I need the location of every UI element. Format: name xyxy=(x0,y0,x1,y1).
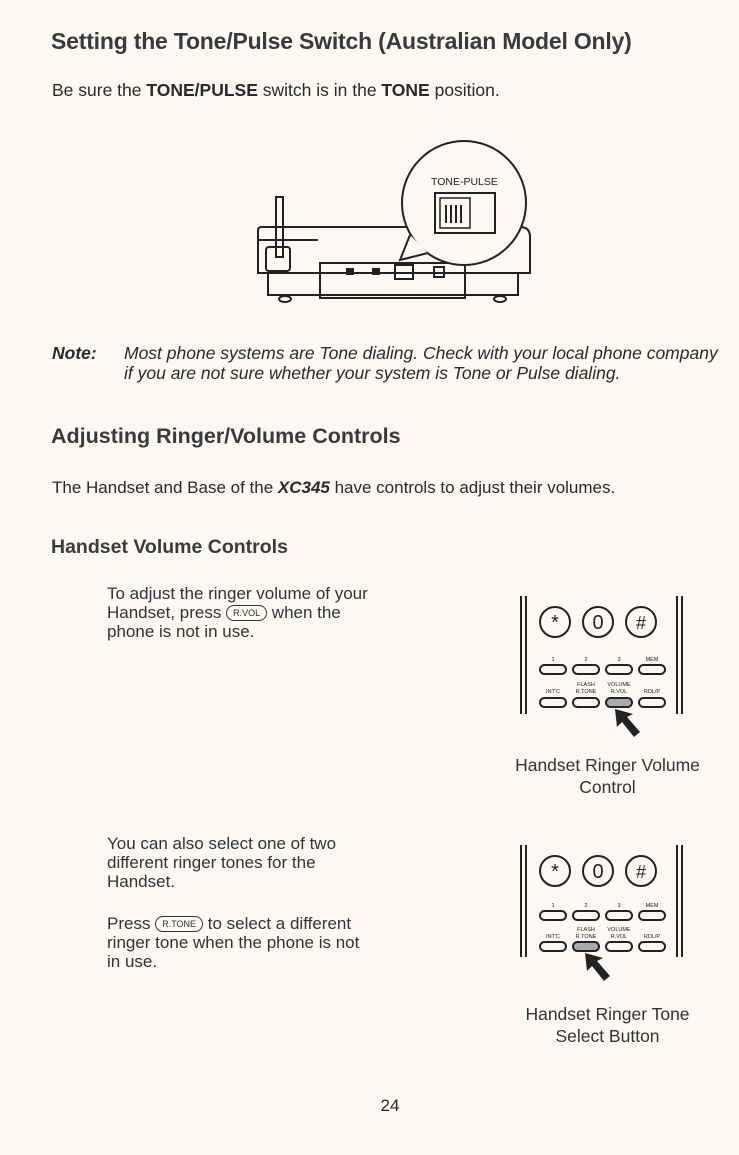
star-key: * xyxy=(551,861,559,883)
note-label: Note: xyxy=(52,343,97,363)
base-unit-illustration xyxy=(250,135,540,310)
key-label: R.TONE xyxy=(575,934,597,940)
switch-position: TONE xyxy=(381,80,430,100)
jack-1 xyxy=(346,268,354,275)
key-label: MEM xyxy=(645,903,659,909)
tone-pulse-label: TONE-PULSE xyxy=(431,176,498,188)
figure-caption-tone: Handset Ringer Tone Select Button xyxy=(525,1004,690,1046)
ringer-volume-paragraph xyxy=(52,478,652,497)
jack-2 xyxy=(372,268,380,275)
key-label: VOLUME xyxy=(607,927,631,933)
key-label: 1 xyxy=(551,903,555,909)
r-tone-button xyxy=(573,942,599,951)
figure-caption-volume: Handset Ringer Volume Control xyxy=(515,755,700,797)
intro-text-mid: switch is in the xyxy=(257,80,382,100)
volume-instructions xyxy=(107,584,377,641)
intro-text-end: position. xyxy=(429,80,500,100)
section-title-handset-volume: Handset Volume Controls xyxy=(51,536,288,558)
key-label: VOLUME xyxy=(607,682,631,688)
key-label: 3 xyxy=(617,903,621,909)
key-label: 3 xyxy=(617,657,621,663)
section-title-ringer-volume: Adjusting Ringer/Volume Controls xyxy=(51,424,401,448)
key-label: INT'C xyxy=(546,689,560,695)
instr-text-end: when the phone is not in use. xyxy=(107,603,341,641)
r-vol-key: R.VOL xyxy=(226,605,267,621)
page-number: 24 xyxy=(380,1096,400,1115)
key-label: FLASH xyxy=(577,682,595,688)
hash-key: # xyxy=(635,613,647,633)
arrow-icon xyxy=(585,953,610,981)
r-tone-key: R.TONE xyxy=(155,916,203,932)
switch-name: TONE/PULSE xyxy=(146,80,258,100)
para-text: The Handset and Base of the xyxy=(52,478,278,497)
key-label: 2 xyxy=(584,903,588,909)
key-label: RDL/P xyxy=(643,934,661,940)
key-label: 2 xyxy=(584,657,588,663)
tone-paragraph: You can also select one of two different ringer tones for the Handset. xyxy=(107,834,337,891)
hash-key: # xyxy=(635,862,647,882)
model-name: XC345 xyxy=(277,478,330,497)
key-label: FLASH xyxy=(577,927,595,933)
keypad-figure-tone xyxy=(515,845,690,990)
key-label: INT'C xyxy=(546,934,560,940)
keypad-figure-volume xyxy=(515,596,690,756)
zero-key: 0 xyxy=(592,612,604,634)
key-label: R.VOL xyxy=(610,934,628,940)
key-label: R.TONE xyxy=(575,689,597,695)
key-label: RDL/P xyxy=(643,689,661,695)
key-label: MEM xyxy=(645,657,659,663)
zero-key: 0 xyxy=(592,861,604,883)
note-text: Most phone systems are Tone dialing. Check with your local phone company if you are not sure whether your system is Tone or Pulse dialing. xyxy=(124,343,718,383)
instr-text-end: to select a different ringer tone when the phone is not in use. xyxy=(107,914,360,971)
arrow-icon xyxy=(615,709,640,737)
section-title-tone-pulse: Setting the Tone/Pulse Switch (Australian Model Only) xyxy=(51,28,632,54)
para-text-end: have controls to adjust their volumes. xyxy=(329,478,616,497)
intro-paragraph xyxy=(52,80,500,101)
star-key: * xyxy=(551,612,559,634)
r-vol-button xyxy=(606,698,632,707)
key-label: 1 xyxy=(551,657,555,663)
key-label: R.VOL xyxy=(610,689,628,695)
instr-text: To adjust the ringer volume of your Handset, press xyxy=(107,584,368,622)
instr-text: Press xyxy=(107,914,156,933)
tone-instructions xyxy=(107,914,377,971)
intro-text: Be sure the xyxy=(52,80,147,100)
